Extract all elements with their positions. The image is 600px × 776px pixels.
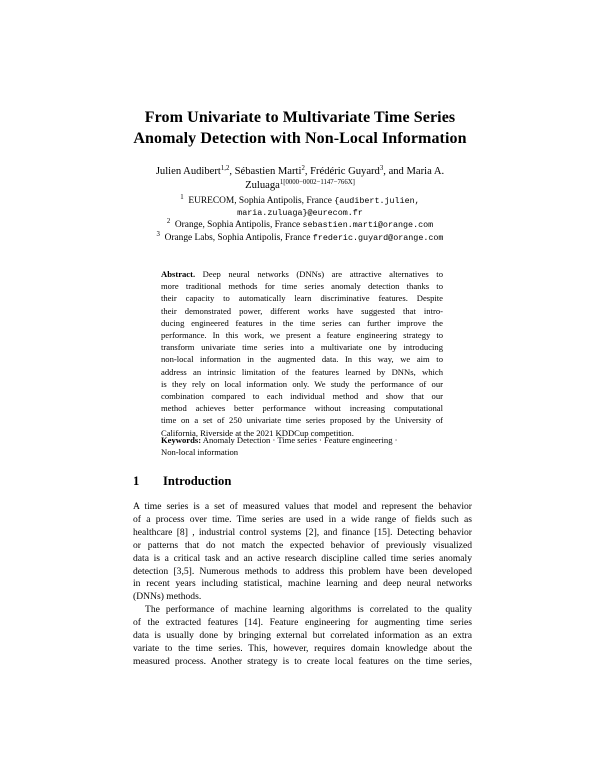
body-line: data is a critical task and an active research discipline called time series anomaly <box>133 552 472 564</box>
affiliation-email: sebastien.marti@orange.com <box>302 220 434 231</box>
author-affiliation-mark: 2 <box>301 165 305 172</box>
affiliation-email: maria.zuluaga}@eurecom.fr <box>237 208 363 219</box>
affiliation-item <box>110 195 490 207</box>
affiliation-number: 1 <box>180 194 184 201</box>
affiliation-email: {audibert.julien, <box>334 196 420 206</box>
abstract-line: ducing engineered features in the time series can further improve the <box>161 317 443 328</box>
abstract-line: address an intrinsic limitation of the features learned by DNNs, which <box>161 366 443 377</box>
title-line: Anomaly Detection with Non-Local Information <box>133 130 467 147</box>
author-name: , Frédéric Guyard <box>304 166 380 177</box>
body-line: in recent years including statistical, machine learning and deep neural networks <box>133 578 472 590</box>
section-title: Introduction <box>163 474 232 488</box>
keywords-line <box>161 434 443 446</box>
keywords-label: Keywords: <box>161 435 202 445</box>
body-line: measured process. Another strategy is to create local features on the time series, <box>133 655 472 667</box>
abstract-line: transform univariate time series into a multivariate one by introducing <box>161 342 443 353</box>
author-line <box>120 165 480 179</box>
abstract-line: their demonstrated power, different works have suggested that intro- <box>161 305 443 316</box>
keywords <box>161 434 443 458</box>
abstract-line: is they rely on local information only. We study the performance of our <box>161 378 443 389</box>
affiliation-text: EURECOM, Sophia Antipolis, France <box>188 196 335 206</box>
abstract <box>161 268 443 439</box>
author-orcid-mark: 1[0000−0002−1147−766X] <box>279 179 355 186</box>
author-name: Zuluaga <box>245 180 280 191</box>
affiliations <box>110 195 490 244</box>
title-line: From Univariate to Multivariate Time Series <box>144 109 456 126</box>
affiliation-email: frederic.guyard@orange.com <box>312 232 444 243</box>
abstract-label: Abstract. <box>161 269 196 279</box>
body-line: A time series is a set of measured values that model and represent the behavior <box>133 501 472 512</box>
affiliation-number: 3 <box>156 230 160 238</box>
author-name: , Sébastien Marti <box>229 166 302 177</box>
author-name: , and Maria A. <box>383 166 445 177</box>
keywords-text: Anomaly Detection · Time series · Feature engineering · <box>201 435 398 445</box>
abstract-line: method achieves better performance without increasing computational <box>161 403 443 414</box>
abstract-line: more traditional methods for time series anomaly detection thanks to <box>161 281 443 292</box>
body-line: of a process over time. Time series are used in a wide range of fields such as <box>133 513 472 525</box>
body-line: data is usually done by bringing external but correlated information as an extra <box>133 630 472 642</box>
section-number: 1 <box>133 474 140 488</box>
abstract-line: combination compared to each individual method and show that our <box>161 391 443 402</box>
author-list <box>120 165 480 193</box>
abstract-text: Deep neural networks (DNNs) are attractive alternatives to <box>195 269 443 279</box>
keywords-line: Non-local information <box>161 447 239 458</box>
body-line: or patterns that do not match the expected behavior of previously visualized <box>133 539 472 551</box>
author-name: Julien Audibert <box>155 166 221 177</box>
body-line: variate to the time series. This, however, requires domain knowledge about the <box>133 642 472 654</box>
body-line: The performance of machine learning algorithms is correlated to the quality <box>145 604 472 616</box>
author-line <box>120 179 480 193</box>
body-line: detection [3,5]. Numerous methods to address this problem have been developed <box>133 565 472 577</box>
body-line: healthcare [8] , industrial control systems [2], and finance [15]. Detecting behavior <box>133 526 472 538</box>
abstract-line: performance. In this work, we present a feature engineering strategy to <box>161 330 443 341</box>
author-affiliation-mark: 1,2 <box>220 165 230 172</box>
body-line: (DNNs) methods. <box>133 591 202 603</box>
affiliation-item <box>110 232 490 244</box>
affiliation-text: Orange, Sophia Antipolis, France <box>174 220 303 231</box>
abstract-line <box>161 268 443 280</box>
abstract-line: time on a set of 250 univariate time series proposed by the University of <box>161 415 443 426</box>
author-affiliation-mark: 3 <box>379 165 384 172</box>
affiliation-item <box>110 219 490 231</box>
affiliation-number: 2 <box>166 218 171 226</box>
abstract-line: their capacity to automatically learn discriminative features. Despite <box>161 293 443 304</box>
body-text <box>133 501 472 669</box>
section-heading <box>133 474 231 489</box>
abstract-line: non-local information in the augmented data. In this way, we aim to <box>161 354 443 365</box>
abstract-line: California, Riverside at the 2021 KDDCup competition. <box>161 427 354 438</box>
body-line: of the extracted features [14]. Feature engineering for augmenting time series <box>133 617 472 629</box>
paper-title <box>100 107 500 149</box>
affiliation-text: Orange Labs, Sophia Antipolis, France <box>164 232 313 243</box>
